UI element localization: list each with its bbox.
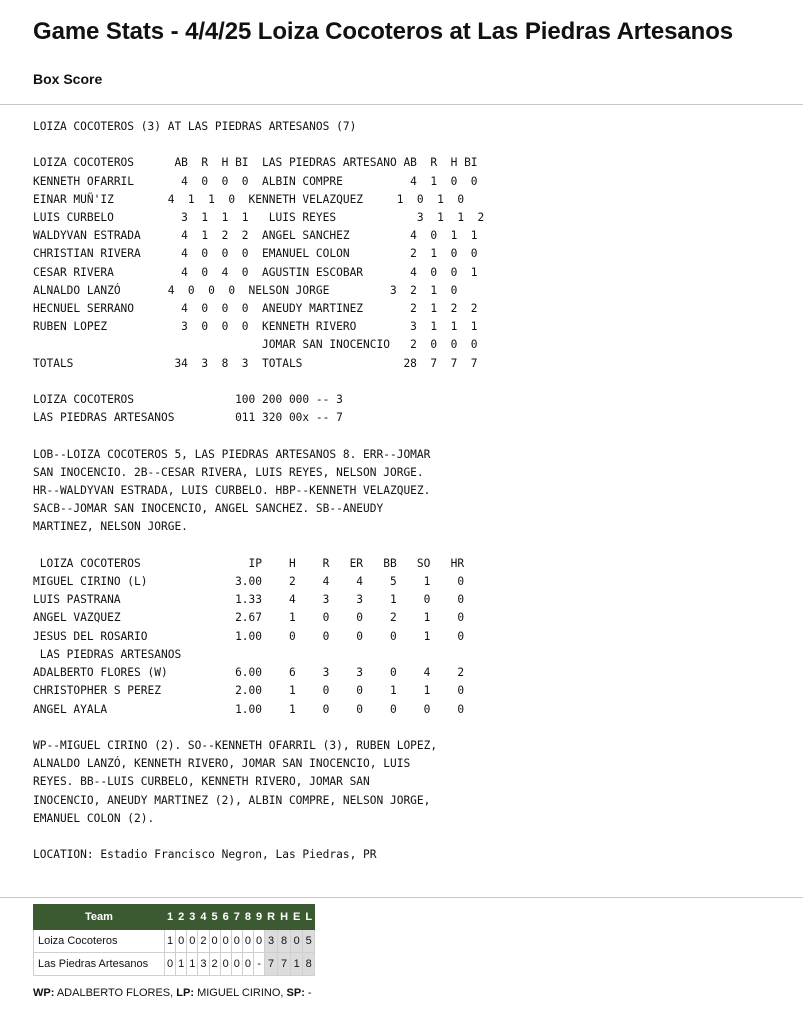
inning-score: -: [254, 953, 265, 976]
inning-score: 0: [220, 953, 231, 976]
sp-value: -: [307, 987, 312, 999]
box-score-line: RUBEN LOPEZ 3 0 0 0 KENNETH RIVERO 3 1 1 1: [33, 320, 478, 334]
inning-score: 0: [231, 953, 242, 976]
box-score-line: LAS PIEDRAS ARTESANOS: [33, 647, 182, 661]
box-score-line: TOTALS 34 3 8 3 TOTALS 28 7 7 7: [33, 356, 478, 370]
box-score-line: EMANUEL COLON (2).: [33, 811, 155, 825]
linescore-column-header: 3: [187, 905, 198, 930]
box-score-line: JESUS DEL ROSARIO 1.00 0 0 0 0 1 0: [33, 629, 465, 643]
linescore-column-header: 9: [254, 905, 265, 930]
box-score-line: WP--MIGUEL CIRINO (2). SO--KENNETH OFARRIL (3), RUBEN LOPEZ,: [33, 738, 438, 752]
linescore-column-header: 1: [165, 905, 176, 930]
box-score-line: ALNALDO LANZÓ 4 0 0 0 NELSON JORGE 3 2 1 0: [33, 283, 458, 297]
box-score-line: SAN INOCENCIO. 2B--CESAR RIVERA, LUIS REYES, NELSON JORGE.: [33, 465, 424, 479]
linescore-column-header: 8: [242, 905, 253, 930]
inning-score: 2: [198, 930, 209, 953]
inning-score: 0: [209, 930, 220, 953]
box-score-line: KENNETH OFARRIL 4 0 0 0 ALBIN COMPRE 4 1 0 0: [33, 174, 478, 188]
box-score-line: ANGEL AYALA 1.00 1 0 0 0 0 0: [33, 702, 465, 716]
total-cell: 8: [278, 930, 291, 953]
box-score-line: REYES. BB--LUIS CURBELO, KENNETH RIVERO, JOMAR SAN: [33, 775, 370, 789]
box-score-line: HECNUEL SERRANO 4 0 0 0 ANEUDY MARTINEZ 2 1 2 2: [33, 302, 478, 316]
section-title-box-score: Box Score: [33, 71, 103, 87]
inning-score: 0: [187, 930, 198, 953]
box-score-line: SACB--JOMAR SAN INOCENCIO, ANGEL SANCHEZ. SB--ANEUDY: [33, 502, 384, 516]
box-score-line: ALNALDO LANZÓ, KENNETH RIVERO, JOMAR SAN INOCENCIO, LUIS: [33, 757, 411, 771]
total-cell: 1: [291, 953, 303, 976]
box-score-line: EINAR MUÑ'IZ 4 1 1 0 KENNETH VELAZQUEZ 1 0 1 0: [33, 192, 465, 206]
box-score-line: LAS PIEDRAS ARTESANOS 011 320 00x -- 7: [33, 411, 343, 425]
total-cell: 7: [265, 953, 278, 976]
box-score-line: CHRISTIAN RIVERA 4 0 0 0 EMANUEL COLON 2 1 0 0: [33, 247, 478, 261]
linescore-column-header: L: [303, 905, 315, 930]
lp-label: LP:: [176, 987, 194, 999]
box-score-line: LOIZA COCOTEROS AB R H BI LAS PIEDRAS ARTESANO AB R H BI: [33, 156, 478, 170]
total-cell: 8: [303, 953, 315, 976]
box-score-line: LOIZA COCOTEROS IP H R ER BB SO HR: [33, 556, 465, 570]
box-score-line: JOMAR SAN INOCENCIO 2 0 0 0: [33, 338, 478, 352]
box-score-line: LUIS CURBELO 3 1 1 1 LUIS REYES 3 1 1 2: [33, 211, 485, 225]
box-score-line: ANGEL VAZQUEZ 2.67 1 0 0 2 1 0: [33, 611, 465, 625]
total-cell: 7: [278, 953, 291, 976]
divider: [0, 104, 803, 105]
lp-value: MIGUEL CIRINO,: [197, 987, 284, 999]
linescore-column-header: E: [291, 905, 303, 930]
divider: [0, 897, 803, 898]
inning-score: 1: [165, 930, 176, 953]
box-score-line: HR--WALDYVAN ESTRADA, LUIS CURBELO. HBP--KENNETH VELAZQUEZ.: [33, 484, 431, 498]
team-name: Loiza Cocoteros: [34, 930, 165, 953]
inning-score: 1: [187, 953, 198, 976]
box-score-line: LOB--LOIZA COCOTEROS 5, LAS PIEDRAS ARTESANOS 8. ERR--JOMAR: [33, 447, 431, 461]
total-cell: 3: [265, 930, 278, 953]
team-name: Las Piedras Artesanos: [34, 953, 165, 976]
linescore-column-header: 4: [198, 905, 209, 930]
box-score-line: MIGUEL CIRINO (L) 3.00 2 4 4 5 1 0: [33, 575, 465, 589]
linescore-table: [33, 904, 315, 976]
inning-score: 0: [220, 930, 231, 953]
box-score-line: LOIZA COCOTEROS 100 200 000 -- 3: [33, 393, 343, 407]
linescore-row: [34, 930, 315, 953]
inning-score: 0: [176, 930, 187, 953]
box-score-line: LUIS PASTRANA 1.33 4 3 3 1 0 0: [33, 593, 465, 607]
linescore-column-header: 7: [231, 905, 242, 930]
inning-score: 0: [231, 930, 242, 953]
inning-score: 2: [209, 953, 220, 976]
box-score-line: LOIZA COCOTEROS (3) AT LAS PIEDRAS ARTESANOS (7): [33, 120, 357, 133]
inning-score: 0: [242, 930, 253, 953]
linescore-header-row: [34, 905, 315, 930]
wp-label: WP:: [33, 987, 55, 999]
inning-score: 3: [198, 953, 209, 976]
linescore-column-header: H: [278, 905, 291, 930]
team-column-header: Team: [34, 905, 165, 930]
pitching-decisions: [33, 987, 312, 999]
linescore-column-header: 2: [176, 905, 187, 930]
linescore-column-header: R: [265, 905, 278, 930]
box-score-text: [33, 118, 484, 864]
linescore-column-header: 5: [209, 905, 220, 930]
box-score-line: MARTINEZ, NELSON JORGE.: [33, 520, 188, 534]
inning-score: 1: [176, 953, 187, 976]
page-title: Game Stats - 4/4/25 Loiza Cocoteros at Las Piedras Artesanos: [33, 18, 734, 45]
inning-score: 0: [242, 953, 253, 976]
inning-score: 0: [165, 953, 176, 976]
box-score-line: INOCENCIO, ANEUDY MARTINEZ (2), ALBIN COMPRE, NELSON JORGE,: [33, 793, 431, 807]
linescore-row: [34, 953, 315, 976]
box-score-line: WALDYVAN ESTRADA 4 1 2 2 ANGEL SANCHEZ 4 0 1 1: [33, 229, 478, 243]
sp-label: SP:: [286, 987, 305, 999]
linescore-column-header: 6: [220, 905, 231, 930]
total-cell: 5: [303, 930, 315, 953]
wp-value: ADALBERTO FLORES,: [56, 987, 174, 999]
inning-score: 0: [254, 930, 265, 953]
box-score-line: CHRISTOPHER S PEREZ 2.00 1 0 0 1 1 0: [33, 684, 465, 698]
total-cell: 0: [291, 930, 303, 953]
box-score-line: CESAR RIVERA 4 0 4 0 AGUSTIN ESCOBAR 4 0 0 1: [33, 265, 478, 279]
box-score-line: ADALBERTO FLORES (W) 6.00 6 3 3 0 4 2: [33, 666, 465, 680]
box-score-line: LOCATION: Estadio Francisco Negron, Las Piedras, PR: [33, 848, 377, 862]
